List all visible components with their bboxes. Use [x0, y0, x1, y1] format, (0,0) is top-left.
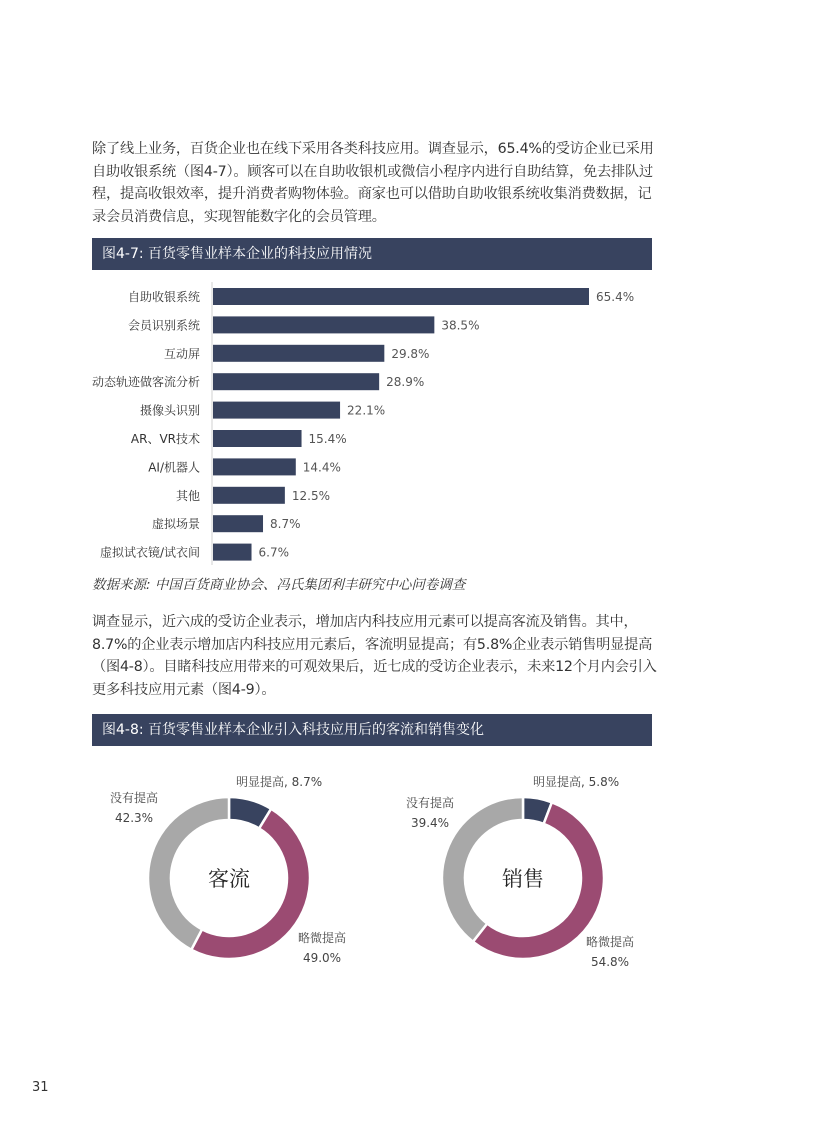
slice-label: 明显提高, 5.8% [533, 775, 620, 789]
findings-paragraph [92, 611, 662, 701]
bar [213, 402, 340, 419]
figure-title-bar [92, 714, 652, 746]
figure-title-bar [92, 238, 652, 270]
category-label: 会员识别系统 [127, 318, 200, 333]
paragraph-text: 调查显示，近六成的受访企业表示，增加店内科技应用元素可以提高客流及销售。其中，8.7%的企业表示增加店内科技应用元素后，客流明显提高；有5.8%企业表示销售明显提高（图4-8）。目睹科技应用带来的可观效果后，近七成的受访企业表示，未来12个月内会引入更多科技应用元素（图4-9）。 [92, 614, 657, 698]
bar [213, 487, 285, 504]
bar [213, 430, 302, 447]
bar [213, 288, 589, 305]
paragraph-text: 除了线上业务，百货企业也在线下采用各类科技应用。调查显示，65.4%的受访企业已采用自助收银系统（图4-7）。顾客可以在自助收银机或微信小程序内进行自助结算，免去排队过程，提高收银效率，提升消费者购物体验。商家也可以借助自助收银系统收集消费数据，记录会员消费信息，实现智能数字化的会员管理。 [92, 141, 654, 225]
value-label: 14.4% [302, 460, 341, 475]
category-label: 互动屏 [163, 346, 200, 361]
slice-label: 明显提高, 8.7% [236, 775, 323, 789]
value-label: 8.7% [270, 517, 301, 532]
donut-center-label: 销售 [502, 867, 544, 891]
figure-title: 图4-7: 百货零售业样本企业的科技应用情况 [102, 246, 373, 262]
category-label: 自助收银系统 [127, 290, 200, 304]
value-label: 15.4% [308, 432, 347, 446]
bar [213, 373, 379, 390]
category-label: 其他 [175, 488, 200, 503]
bar [213, 345, 384, 362]
category-label: 摄像头识别 [139, 403, 200, 418]
value-label: 38.5% [441, 318, 480, 333]
value-label: 6.7% [258, 545, 290, 560]
category-label: AI/机器人 [148, 460, 200, 475]
data-source: 数据来源: 中国百货商业协会、冯氏集团利丰研究中心问卷调查 [92, 577, 466, 593]
figure-title: 图4-8: 百货零售业样本企业引入科技应用后的客流和销售变化 [102, 722, 485, 738]
slice-value: 54.8% [590, 955, 630, 969]
category-label: 动态轨迹做客流分析 [91, 375, 200, 390]
bar [213, 316, 434, 333]
slice-label: 没有提高 [109, 791, 159, 805]
value-label: 22.1% [347, 403, 386, 418]
value-label: 12.5% [291, 488, 330, 503]
value-label: 65.4% [596, 290, 635, 304]
slice-value: 39.4% [410, 816, 450, 830]
donut-center-label: 客流 [208, 867, 250, 891]
category-label: AR、VR技术 [130, 432, 200, 446]
intro-paragraph [92, 138, 662, 228]
bar-chart [0, 280, 816, 570]
slice-label: 没有提高 [405, 796, 455, 810]
slice-value: 49.0% [302, 951, 342, 965]
value-label: 29.8% [391, 346, 430, 361]
bar [213, 544, 252, 561]
page-number: 31 [32, 1080, 49, 1095]
slice-value: 42.3% [114, 811, 154, 825]
donut-charts [0, 760, 816, 990]
category-label: 虚拟场景 [151, 517, 200, 532]
bar [213, 458, 296, 475]
category-label: 虚拟试衣镜/试衣间 [99, 545, 200, 560]
slice-label: 略微提高 [297, 931, 347, 945]
value-label: 28.9% [386, 375, 425, 390]
slice-label: 略微提高 [585, 935, 635, 949]
bar [213, 515, 263, 532]
